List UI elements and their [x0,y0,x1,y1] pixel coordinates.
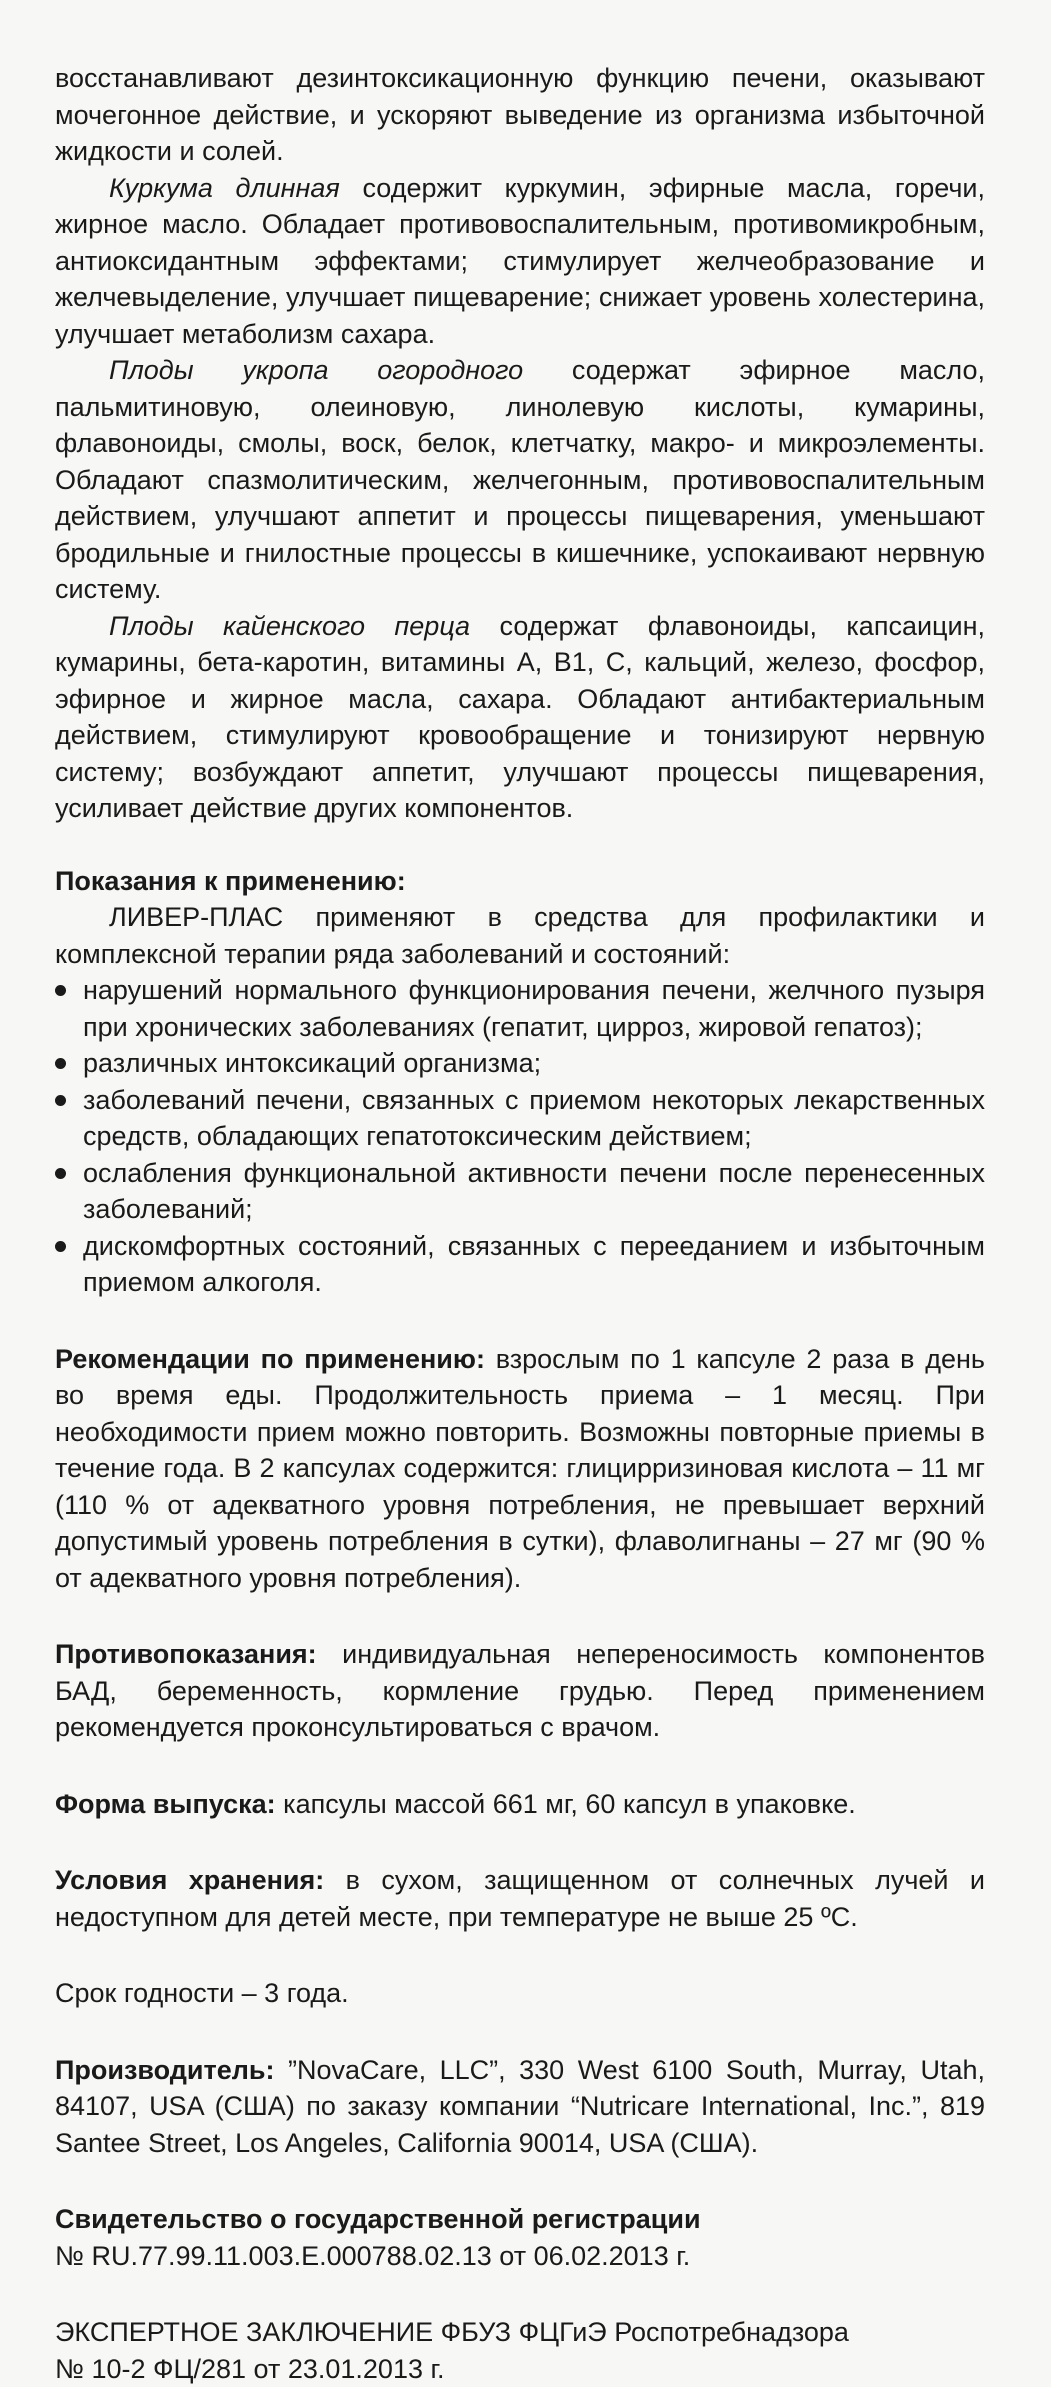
intro-paragraph: восстанавливают дезинтоксикационную функцию печени, оказывают мочегонное действие, и ускоряют выведение из организма избыточной жидкости и солей. [55,60,985,170]
list-item: ослабления функциональной активности печени после перенесенных заболеваний; [55,1155,985,1228]
list-item: нарушений нормального функционирования печени, желчного пузыря при хронических заболеваниях (гепатит, цирроз, жировой гепатоз); [55,972,985,1045]
list-item: заболеваний печени, связанных с приемом некоторых лекарственных средств, обладающих гепатотоксическим действием; [55,1082,985,1155]
shelf-life: Срок годности – 3 года. [55,1975,985,2012]
ingredient-description: содержит куркумин, эфирные масла, горечи, жирное масло. Обладает противовоспалительным, противомикробным, антиоксидантным эффектами; стимулирует желчеобразование и желчевыделение, улучшает пищеварение; снижает уровень холестерина, улучшает метаболизм сахара. [55,173,985,349]
ingredient-name: Плоды укропа огородного [109,355,523,385]
storage-text: в сухом, защищенном от солнечных лучей и недоступном для детей месте, при температуре не выше 25 ºС. [55,1865,985,1932]
expert-section [55,2314,985,2387]
bullet-icon [55,1241,66,1252]
storage-section [55,1862,985,1935]
ingredient-turmeric [55,170,985,353]
recommendations-heading: Рекомендации по применению: [55,1344,485,1374]
bullet-icon [55,1058,66,1069]
list-item: дискомфортных состояний, связанных с перееданием и избыточным приемом алкоголя. [55,1228,985,1301]
expert-conclusion-title: ЭКСПЕРТНОЕ ЗАКЛЮЧЕНИЕ ФБУЗ ФЦГиЭ Роспотребнадзора [55,2314,985,2351]
ingredient-name: Куркума длинная [109,173,340,203]
form-heading: Форма выпуска: [55,1789,276,1819]
recommendations-text: взрослым по 1 капсуле 2 раза в день во время еды. Продолжительность приема – 1 месяц. При необходимости прием можно повторить. Возможны повторные приемы в течение года. В 2 капсулах содержится: глицирризиновая кислота – 11 мг (110 % от адекватного уровня потребления, не превышает верхний допустимый уровень потребления в сутки), флаволигнаны – 27 мг (90 % от адекватного уровня потребления). [55,1344,985,1593]
bullet-icon [55,1095,66,1106]
leaflet-page [55,60,985,2387]
indications-heading: Показания к применению: [55,863,985,900]
bullet-icon [55,985,66,996]
list-item: различных интоксикаций организма; [55,1045,985,1082]
form-text: капсулы массой 661 мг, 60 капсул в упаковке. [276,1789,856,1819]
ingredient-cayenne [55,608,985,827]
ingredient-description: содержат эфирное масло, пальмитиновую, олеиновую, линолевую кислоты, кумарины, флавоноиды, смолы, воск, белок, клетчатку, макро- и микроэлементы. Обладают спазмолитическим, желчегонным, противовоспалительным действием, улучшают аппетит и процессы пищеварения, уменьшают бродильные и гнилостные процессы в кишечнике, успокаивают нервную систему. [55,355,985,604]
registration-heading: Свидетельство о государственной регистрации [55,2201,985,2238]
storage-heading: Условия хранения: [55,1865,324,1895]
ingredient-dill [55,352,985,608]
expert-conclusion-number: № 10-2 ФЦ/281 от 23.01.2013 г. [55,2351,985,2387]
contraindications-text: индивидуальная непереносимость компонентов БАД, беременность, кормление грудью. Перед применением рекомендуется проконсультироваться с врачом. [55,1639,985,1742]
manufacturer-section [55,2052,985,2162]
indications-intro: ЛИВЕР-ПЛАС применяют в средства для профилактики и комплексной терапии ряда заболеваний и состояний: [55,899,985,972]
indications-section [55,863,985,1301]
ingredient-description: содержат флавоноиды, капсаицин, кумарины, бета-каротин, витамины А, В1, С, кальций, железо, фосфор, эфирное и жирное масла, сахара. Обладают антибактериальным действием, стимулируют кровообращение и тонизируют нервную систему; возбуждают аппетит, улучшают процессы пищеварения, усиливает действие других компонентов. [55,611,985,824]
bullet-icon [55,1168,66,1179]
manufacturer-text: ”NovaCare, LLC”, 330 West 6100 South, Murray, Utah, 84107, USA (США) по заказу компании “Nutricare International, Inc.”, 819 Santee Street, Los Angeles, California 90014, USA (США). [55,2055,985,2158]
contraindications-section [55,1636,985,1746]
ingredient-name: Плоды кайенского перца [109,611,470,641]
registration-section [55,2201,985,2274]
contraindications-heading: Противопоказания: [55,1639,317,1669]
form-section [55,1786,985,1823]
manufacturer-heading: Производитель: [55,2055,275,2085]
registration-number: № RU.77.99.11.003.Е.000788.02.13 от 06.02.2013 г. [55,2238,985,2275]
recommendations-section [55,1341,985,1597]
indications-list [55,972,985,1301]
